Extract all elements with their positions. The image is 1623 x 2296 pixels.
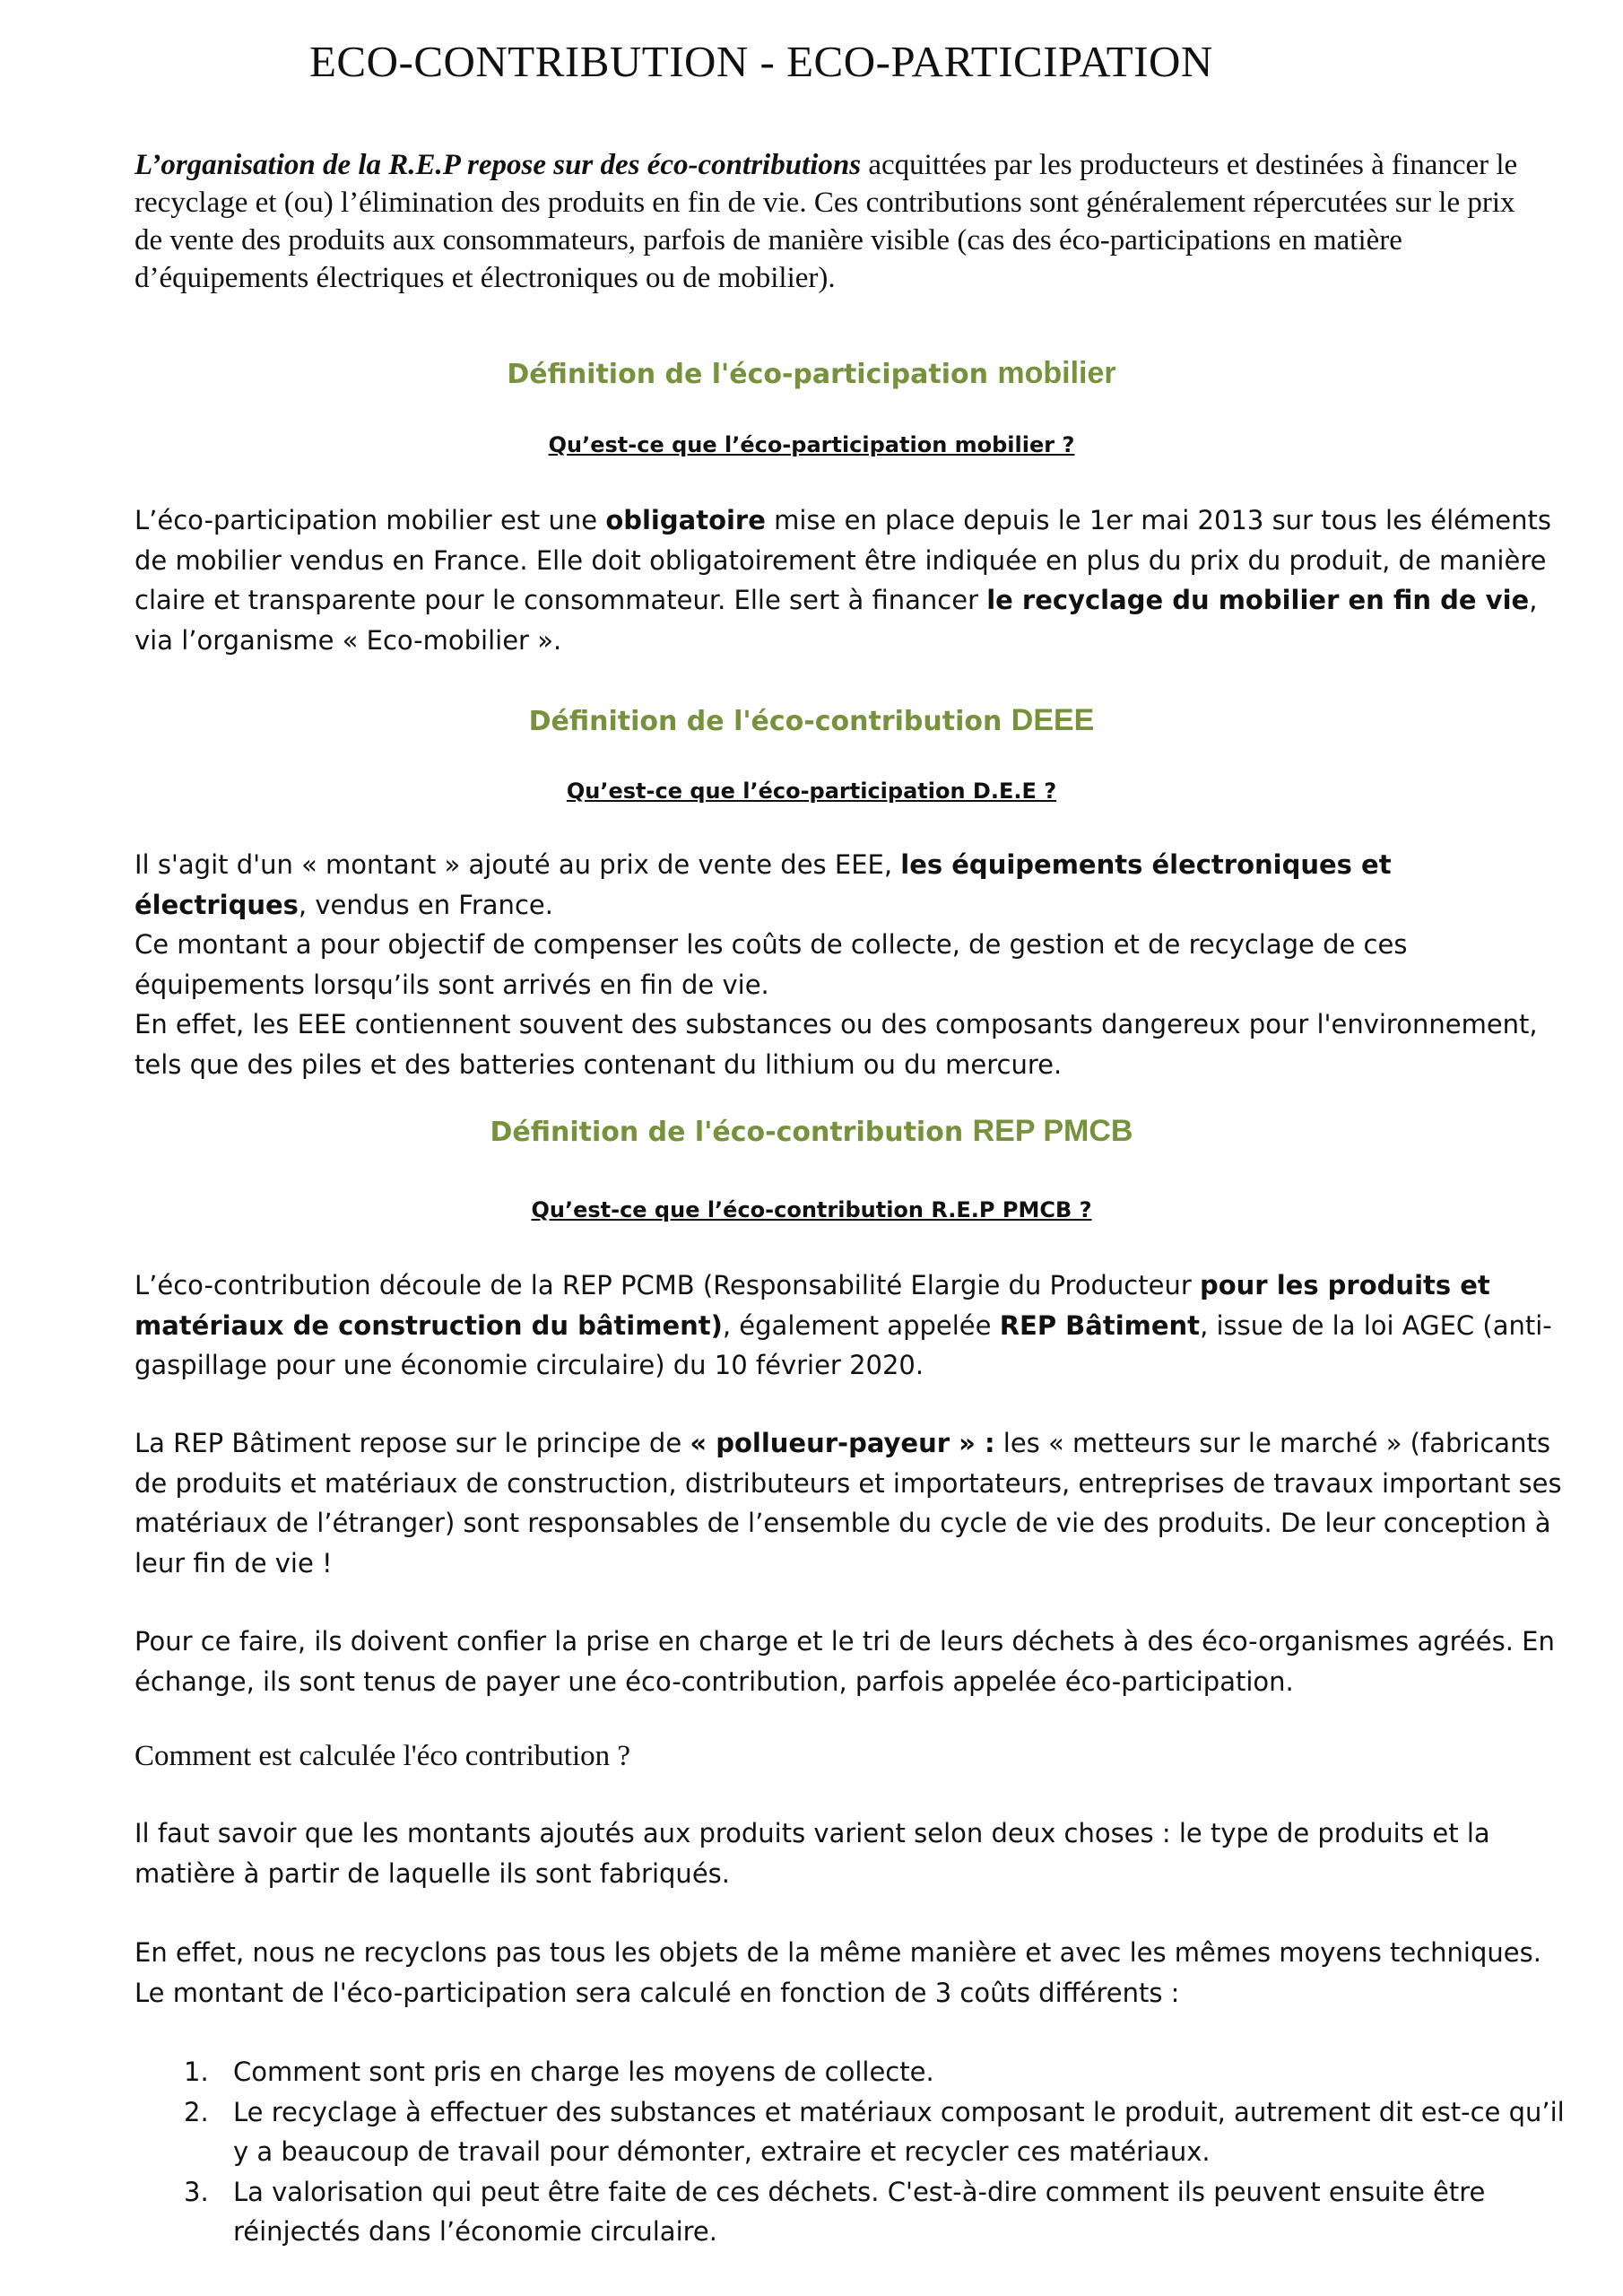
bold-span: pour les produits et matériaux de construction du bâtiment) bbox=[135, 1270, 1490, 1341]
bold-span: obligatoire bbox=[605, 505, 766, 535]
list-text: La valorisation qui peut être faite de ces déchets. C'est-à-dire comment ils peuvent ensuite être réinjectés dans l’économie circulaire. bbox=[233, 2176, 1486, 2247]
text-span: , vendus en France. bbox=[298, 889, 553, 920]
list-number: 3. bbox=[184, 2176, 209, 2207]
deee-line-3: En effet, les EEE contiennent souvent des substances ou des composants dangereux pour l'environnement, tels que des piles et des batteries contenant du lithium ou du mercure. bbox=[135, 1009, 1538, 1080]
heading-pmcb bbox=[0, 1114, 1623, 1149]
paragraph-calcul-2: En effet, nous ne recyclons pas tous les objets de la même manière et avec les mêmes moyens techniques. Le montant de l'éco-participation sera calculé en fonction de 3 coûts différents : bbox=[135, 1937, 1541, 2008]
question-pmcb: Qu’est-ce que l’éco-contribution R.E.P PMCB ? bbox=[531, 1197, 1092, 1222]
list-text: Le recyclage à effectuer des substances et matériaux composant le produit, autrement dit est-ce qu’il y a beaucoup de travail pour démonter, extraire et recycler ces matériaux. bbox=[233, 2096, 1565, 2167]
text-span: , issue de la loi AGEC (anti-gaspillage pour une économie circulaire) du 10 février 2020. bbox=[135, 1309, 1552, 1380]
heading-pmcb-text: Définition de l'éco-contribution bbox=[490, 1117, 973, 1148]
heading-mobilier-keyword: mobilier bbox=[997, 356, 1116, 390]
question-deee: Qu’est-ce que l’éco-participation D.E.E ? bbox=[566, 778, 1057, 804]
text-span: , également appelée bbox=[722, 1309, 1000, 1341]
heading-mobilier bbox=[0, 356, 1623, 391]
question-mobilier: Qu’est-ce que l’éco-participation mobilier ? bbox=[548, 432, 1075, 457]
list-item bbox=[170, 2052, 1569, 2092]
heading-deee-keyword: DEEE bbox=[1011, 703, 1095, 737]
intro-paragraph bbox=[135, 146, 1533, 297]
deee-line-2: Ce montant a pour objectif de compenser les coûts de collecte, de gestion et de recyclage de ces équipements lorsqu’ils sont arrivés en fin de vie. bbox=[135, 929, 1408, 1000]
text-span: , via l’organisme « Eco-mobilier ». bbox=[135, 585, 1538, 656]
heading-mobilier-text: Définition de l'éco-participation bbox=[507, 359, 998, 390]
paragraph-pmcb-3: Pour ce faire, ils doivent confier la prise en charge et le tri de leurs déchets à des éco-organismes agréés. En échange, ils sont tenus de payer une éco-contribution, parfois appelée éco-participation. bbox=[135, 1626, 1555, 1697]
text-span: La REP Bâtiment repose sur le principe de bbox=[135, 1428, 690, 1458]
paragraph-deee bbox=[135, 845, 1569, 1084]
heading-deee-text: Définition de l'éco-contribution bbox=[528, 706, 1011, 737]
paragraph-mobilier bbox=[135, 500, 1569, 660]
text-span: L’éco-contribution découle de la REP PCMB (Responsabilité Elargie du Producteur bbox=[135, 1270, 1200, 1300]
text-span: les « metteurs sur le marché » (fabricants de produits et matériaux de construction, distributeurs et importateurs, entreprises de travaux important ses matériaux de l’étranger) sont responsables de l’ensemble du cycle de vie des produits. De leur conception à leur fin de vie ! bbox=[135, 1428, 1562, 1578]
paragraph-pmcb-1 bbox=[135, 1265, 1569, 1386]
text-span: Il s'agit d'un « montant » ajouté au prix de vente des EEE, bbox=[135, 849, 901, 880]
bold-span: les équipements électroniques et électriques bbox=[135, 849, 1392, 920]
cost-list bbox=[170, 2052, 1569, 2252]
paragraph-pmcb-2 bbox=[135, 1423, 1569, 1583]
page-title: ECO-CONTRIBUTION - ECO-PARTICIPATION bbox=[309, 37, 1213, 86]
list-number: 2. bbox=[184, 2096, 209, 2127]
bold-span: « pollueur-payeur » : bbox=[690, 1428, 995, 1458]
text-span: mise en place depuis le 1er mai 2013 sur tous les éléments de mobilier vendus en France. Elle doit obligatoirement être indiquée en plus du prix du produit, de manière claire et transparente pour le consommateur. Elle sert à financer bbox=[135, 505, 1551, 615]
list-item bbox=[170, 2092, 1569, 2172]
question-calcul: Comment est calculée l'éco contribution ? bbox=[135, 1740, 631, 1772]
intro-text: acquittées par les producteurs et destinées à financer le recyclage et (ou) l’élimination des produits en fin de vie. Ces contributions sont généralement répercutées sur le prix de vente des produits aux consommateurs, parfois de manière visible (cas des éco-participations en matière d’équipements électriques et électroniques ou de mobilier). bbox=[135, 149, 1518, 294]
heading-pmcb-keyword: REP PMCB bbox=[972, 1114, 1133, 1148]
deee-line-1 bbox=[135, 845, 1569, 925]
bold-span: le recyclage du mobilier en fin de vie bbox=[986, 585, 1530, 615]
heading-deee bbox=[0, 703, 1623, 738]
bold-span: REP Bâtiment bbox=[999, 1309, 1201, 1341]
list-item bbox=[170, 2172, 1569, 2252]
list-text: Comment sont pris en charge les moyens de collecte. bbox=[233, 2057, 934, 2087]
list-number: 1. bbox=[184, 2057, 209, 2087]
paragraph-calcul-1: Il faut savoir que les montants ajoutés aux produits varient selon deux choses : le type de produits et la matière à partir de laquelle ils sont fabriqués. bbox=[135, 1818, 1490, 1889]
intro-lead: L’organisation de la R.E.P repose sur des éco-contributions bbox=[135, 149, 862, 181]
text-span: L’éco-participation mobilier est une bbox=[135, 505, 606, 535]
